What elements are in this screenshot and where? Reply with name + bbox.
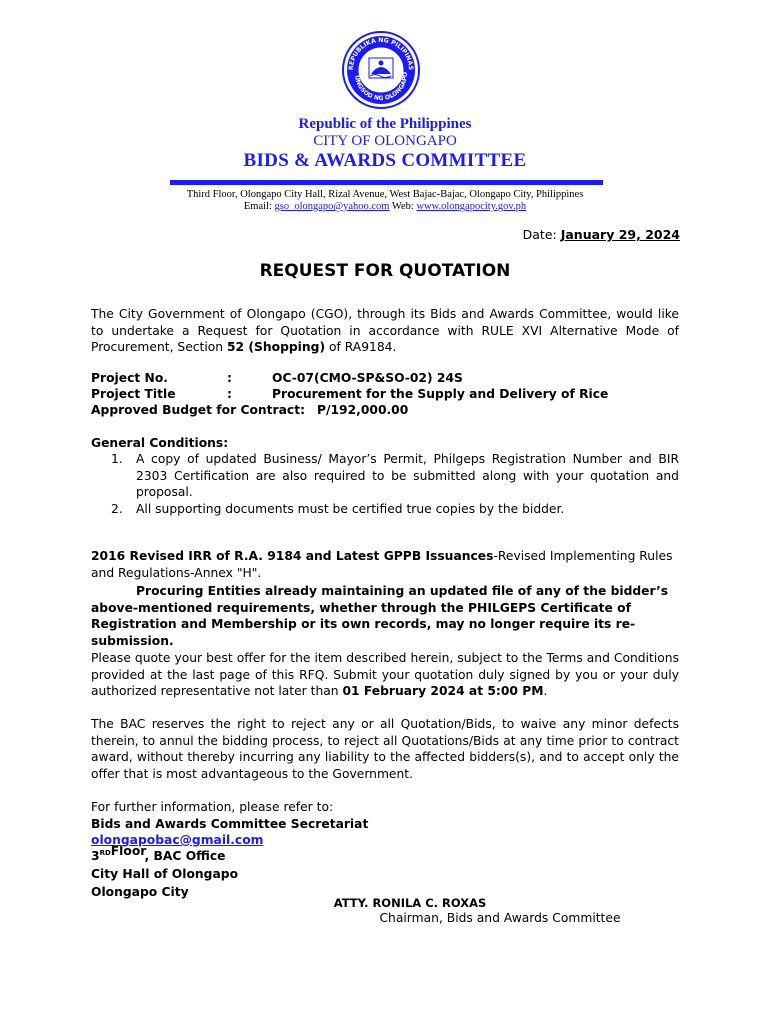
contact-email-line bbox=[91, 832, 491, 845]
city-seal-logo bbox=[341, 30, 421, 110]
project-title-colon: : bbox=[227, 387, 232, 401]
letterhead-city: CITY OF OLONGAPO bbox=[313, 133, 457, 149]
letterhead-email-link[interactable]: gso_olongapo@yahoo.com bbox=[274, 201, 390, 212]
list-text: A copy of updated Business/ Mayor’s Permit, Philgeps Registration Number and BIR 2303 Certification are also required to be submitted along with your quotation and proposal. bbox=[136, 452, 679, 499]
list-item bbox=[91, 451, 679, 501]
abc-value: P/192,000.00 bbox=[317, 403, 409, 417]
contact-block bbox=[91, 799, 491, 901]
general-conditions-list bbox=[91, 451, 679, 517]
list-number: 2. bbox=[111, 501, 123, 516]
intro-text: The City Government of Olongapo (CGO), through its Bids and Awards Committee, would like to undertake a Request for Quotation in accordance with RULE XVI Alternative Mode of Procurement, Section bbox=[91, 307, 679, 354]
contact-email-link[interactable]: olongapobac@gmail.com bbox=[91, 833, 264, 847]
letterhead-divider bbox=[170, 180, 603, 185]
project-title-label: Project Title bbox=[91, 387, 176, 401]
intro-paragraph bbox=[91, 306, 679, 356]
contact-intro: For further information, please refer to: bbox=[91, 800, 334, 814]
date-line bbox=[523, 227, 680, 242]
intro-text-end: of RA9184. bbox=[325, 340, 397, 354]
irr-paragraph bbox=[91, 548, 679, 581]
letterhead-address: Third Floor, Olongapo City Hall, Rizal Avenue, West Bajac-Bajac, Olongapo City, Philippines bbox=[186, 189, 584, 200]
project-no-label: Project No. bbox=[91, 371, 168, 385]
irr-rest: -Revised Implementing Rules and Regulations-Annex "H". bbox=[91, 549, 673, 580]
svg-text:REPUBLIKA NG PILIPINAS: REPUBLIKA NG PILIPINAS bbox=[347, 36, 415, 71]
reservation-paragraph: The BAC reserves the right to reject any or all Quotation/Bids, to waive any minor defects therein, to annul the bidding process, to reject all Quotations/Bids at any time prior to contract award, without thereby incurring any liability to the affected bidders(s), and to accept only the offer that is most advantageous to the Government. bbox=[91, 717, 679, 781]
letterhead-contacts bbox=[0, 201, 770, 212]
web-label: Web: bbox=[391, 201, 414, 212]
project-title-value: Procurement for the Supply and Delivery of Rice bbox=[272, 387, 609, 401]
svg-text:LUNGSOD NG OLONGAPO: UNGSOD NG OLONGAPO bbox=[352, 71, 410, 103]
floor-number: 3 bbox=[91, 849, 100, 864]
irr-title: 2016 Revised IRR of R.A. 9184 and Latest GPPB Issuances bbox=[91, 549, 494, 563]
contact-city: Olongapo City bbox=[91, 885, 189, 900]
intro-section: 52 (Shopping) bbox=[227, 340, 326, 354]
list-text: All supporting documents must be certified true copies by the bidder. bbox=[136, 501, 565, 516]
deadline: 01 February 2024 at 5:00 PM bbox=[342, 684, 544, 698]
date-label: Date: bbox=[522, 227, 557, 242]
project-no-value: OC-07(CMO-SP&SO-02) 24S bbox=[272, 371, 463, 385]
signatory-role: Chairman, Bids and Awards Committee bbox=[379, 911, 621, 925]
list-item bbox=[91, 501, 679, 518]
procuring-entities-note: Procuring Entities already maintaining an updated file of any of the bidder’s above-mentioned requirements, whether through the PHILGEPS Certificate of Registration and Membership or its own records, may no longer require its re-submission. bbox=[91, 584, 669, 648]
quote-text: Please quote your best offer for the item described herein, subject to the Terms and Conditions provided at the last page of this RFQ. Submit your quotation duly signed by you or your duly authorized representative not later than bbox=[91, 651, 679, 698]
document-title: REQUEST FOR QUOTATION bbox=[259, 261, 511, 281]
list-number: 1. bbox=[111, 452, 123, 466]
date-value: January 29, 2024 bbox=[560, 227, 680, 242]
general-conditions-heading: General Conditions: bbox=[91, 436, 229, 450]
floor-word: Floor bbox=[110, 844, 145, 859]
contact-office: Bids and Awards Committee Secretariat bbox=[91, 816, 369, 831]
project-no-colon: : bbox=[227, 371, 232, 385]
floor-rest: , BAC Office bbox=[144, 849, 226, 864]
signatory-name: ATTY. RONILA C. ROXAS bbox=[333, 896, 487, 910]
contact-hall: City Hall of Olongapo bbox=[91, 866, 239, 881]
contact-floor bbox=[91, 845, 491, 865]
floor-suffix: RD bbox=[99, 849, 111, 857]
abc-label: Approved Budget for Contract: bbox=[91, 403, 306, 417]
quote-instructions-paragraph bbox=[91, 650, 679, 700]
email-label: Email: bbox=[243, 201, 272, 212]
letterhead-web-link[interactable]: www.olongapocity.gov.ph bbox=[416, 201, 527, 212]
letterhead-committee: BIDS & AWARDS COMMITTEE bbox=[243, 150, 527, 171]
quote-text-end: . bbox=[543, 684, 548, 698]
letterhead-republic: Republic of the Philippines bbox=[298, 116, 472, 132]
